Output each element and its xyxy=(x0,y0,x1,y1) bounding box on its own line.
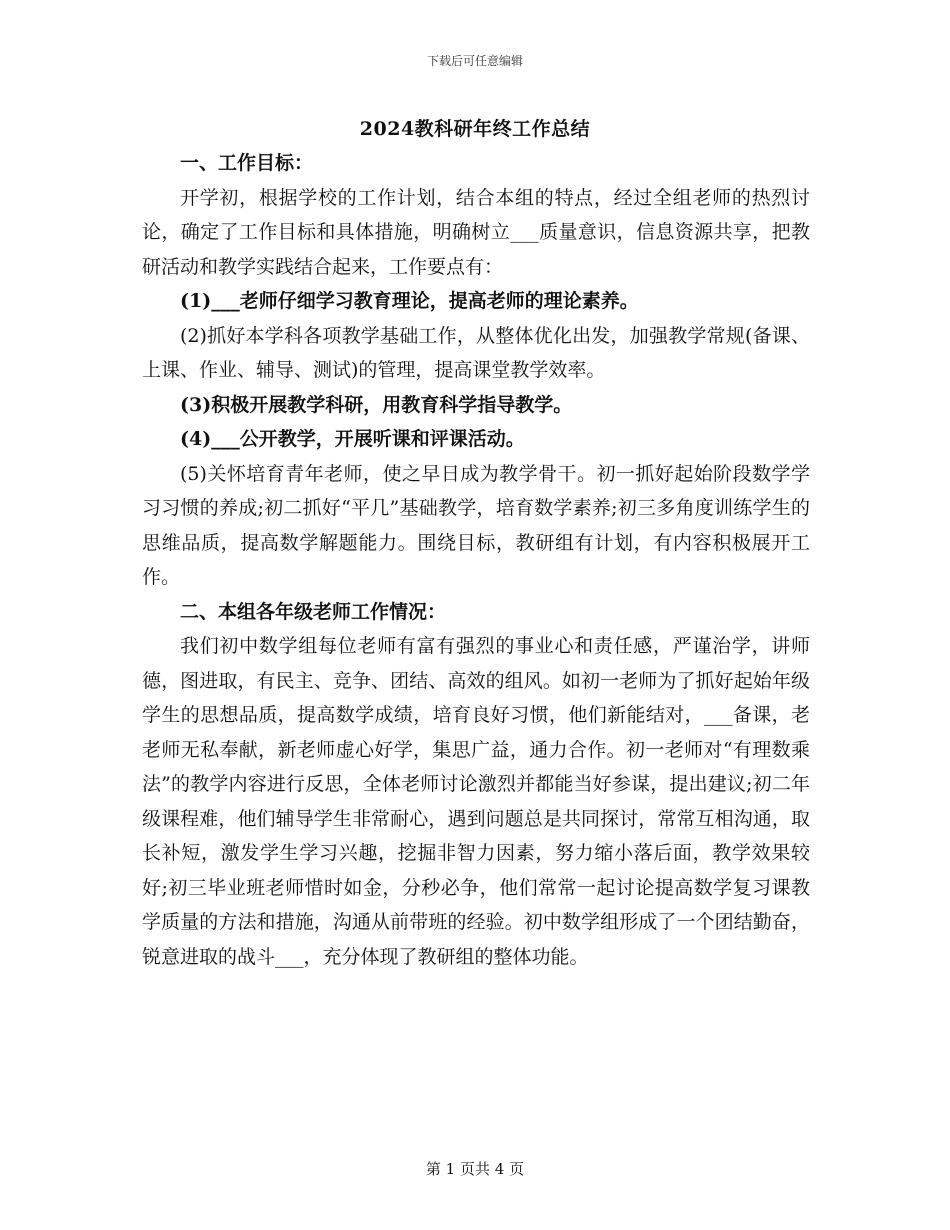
document-body xyxy=(142,146,810,974)
document-title: 2024教科研年终工作总结 xyxy=(359,118,591,140)
point-1: (1)___老师仔细学习教育理论，提高老师的理论素养。 xyxy=(180,290,639,312)
point-5: (5)关怀培育青年老师，使之早日成为教学骨干。初一抓好起始阶段数学学习习惯的养成;初二抓好“平几”基础教学，培育数学素养;初三多角度训练学生的思维品质，提高数学解题能力。围绕目标，教研组有计划，有内容积极展开工作。 xyxy=(142,462,810,588)
section-heading-teachers: 二、本组各年级老师工作情况： xyxy=(180,600,447,623)
paragraph-teachers: 我们初中数学组每位老师有富有强烈的事业心和责任感，严谨治学，讲师德，图进取，有民主、竞争、团结、高效的组风。如初一老师为了抓好起始年级学生的思想品质，提高数学成绩，培育良好习惯，他们新能结对，___备课，老老师无私奉献，新老师虚心好学，集思广益，通力合作。初一老师对“有理数乘法”的教学内容进行反思，全体老师讨论激烈并都能当好参谋，提出建议;初二年级课程难，他们辅导学生非常耐心，遇到问题总是共同探讨，常常互相沟通，取长补短，激发学生学习兴趣，挖掘非智力因素，努力缩小落后面，教学效果较好;初三毕业班老师惜时如金，分秒必争，他们常常一起讨论提高数学复习课教学质量的方法和措施，沟通从前带班的经验。初中数学组形成了一个团结勤奋，锐意进取的战斗___，充分体现了教研组的整体功能。 xyxy=(142,635,810,968)
paragraph-intro: 开学初，根据学校的工作计划，结合本组的特点，经过全组老师的热烈讨论，确定了工作目标和具体措施，明确树立___质量意识，信息资源共享，把教研活动和教学实践结合起来，工作要点有： xyxy=(142,186,810,278)
point-3: (3)积极开展教学科研，用教育科学指导教学。 xyxy=(180,393,573,416)
point-4: (4)___公开教学，开展听课和评课活动。 xyxy=(180,428,525,450)
point-2: (2)抓好本学科各项教学基础工作，从整体优化出发，加强教学常规(备课、上课、作业、辅导、测试)的管理，提高课堂教学效率。 xyxy=(142,324,810,381)
page-number-footer: 第 1 页共 4 页 xyxy=(425,1160,525,1178)
section-heading-goals: 一、工作目标： xyxy=(180,152,314,174)
page-header-note: 下载后可任意编辑 xyxy=(426,54,523,68)
